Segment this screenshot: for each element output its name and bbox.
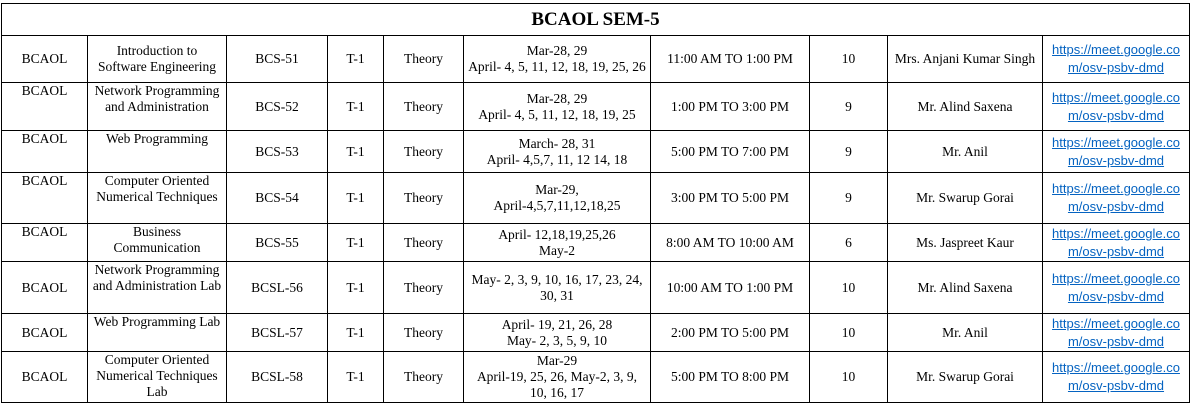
time-cell: 2:00 PM TO 5:00 PM [651, 314, 810, 352]
teacher-cell [888, 314, 1043, 352]
teacher-name: Swarup Gorai [938, 369, 1014, 384]
meeting-link[interactable]: https://meet.google.com/osv-psbv-dmd [1052, 134, 1180, 168]
type-cell: Theory [384, 83, 464, 131]
meeting-link-cell [1043, 314, 1190, 352]
program-cell: BCAOL [2, 36, 88, 83]
dates-cell [464, 352, 651, 403]
program-cell: BCAOL [2, 224, 88, 262]
date-line: April- 12,18,19,25,26 [498, 226, 616, 242]
schedule-sheet [1, 3, 1190, 403]
time-cell: 11:00 AM TO 1:00 PM [651, 36, 810, 83]
sessions-cell: 10 [810, 314, 888, 352]
term-cell: T-1 [328, 262, 384, 314]
teacher-cell [888, 36, 1043, 83]
teacher-prefix: Mrs. [894, 51, 920, 66]
teacher-name: Alind Saxena [939, 98, 1013, 114]
teacher-cell [888, 131, 1043, 173]
teacher-prefix: Ms. [916, 234, 937, 250]
teacher-prefix: Mr. [916, 369, 936, 384]
table-row [2, 262, 1190, 314]
date-line: April- 4,5,7, 11, 12 14, 18 [486, 151, 628, 167]
term-cell: T-1 [328, 173, 384, 224]
teacher-name: Alind Saxena [939, 279, 1013, 295]
sessions-cell: 9 [810, 131, 888, 173]
meeting-link[interactable]: https://meet.google.com/osv-psbv-dmd [1052, 42, 1180, 75]
teacher-prefix: Mr. [917, 98, 937, 114]
teacher-prefix: Mr. [917, 279, 937, 295]
course-code-cell: BCS-52 [227, 83, 328, 131]
date-line: May-2 [539, 242, 575, 258]
date-line: Mar-29 [536, 353, 578, 368]
date-line: Mar-28, 29 [526, 43, 588, 58]
course-cell: Web Programming Lab [88, 314, 227, 352]
dates-cell [464, 83, 651, 131]
course-cell: Business Communication [88, 224, 227, 262]
date-line: April-4,5,7,11,12,18,25 [493, 198, 621, 213]
date-line: April- 19, 21, 26, 28 [501, 316, 613, 332]
teacher-name: Anil [963, 324, 988, 340]
meeting-link-cell [1043, 262, 1190, 314]
course-code-cell: BCSL-56 [227, 262, 328, 314]
program-cell: BCAOL [2, 314, 88, 352]
term-cell: T-1 [328, 224, 384, 262]
sessions-cell: 9 [810, 173, 888, 224]
program-cell: BCAOL [2, 173, 88, 224]
dates-cell [464, 173, 651, 224]
course-cell: Network Programming and Administration Lab [88, 262, 227, 314]
time-cell: 5:00 PM TO 7:00 PM [651, 131, 810, 173]
teacher-name: Anil [963, 143, 988, 159]
time-cell: 8:00 AM TO 10:00 AM [651, 224, 810, 262]
table-row [2, 173, 1190, 224]
course-code-cell: BCS-54 [227, 173, 328, 224]
teacher-prefix: Mr. [942, 143, 962, 159]
type-cell: Theory [384, 314, 464, 352]
dates-cell [464, 224, 651, 262]
table-row [2, 131, 1190, 173]
dates-cell [464, 262, 651, 314]
time-cell: 5:00 PM TO 8:00 PM [651, 352, 810, 403]
table-row [2, 352, 1190, 403]
teacher-cell [888, 173, 1043, 224]
table-row [2, 314, 1190, 352]
sessions-cell: 9 [810, 83, 888, 131]
sessions-cell: 10 [810, 36, 888, 83]
date-line: Mar-29, [535, 182, 579, 197]
teacher-prefix: Mr. [916, 190, 936, 205]
dates-cell [464, 36, 651, 83]
term-cell: T-1 [328, 131, 384, 173]
sessions-cell: 10 [810, 262, 888, 314]
meeting-link[interactable]: https://meet.google.com/osv-psbv-dmd [1052, 360, 1180, 393]
date-line: May- 2, 3, 5, 9, 10 [506, 332, 608, 348]
table-row [2, 36, 1190, 83]
course-cell: Network Programming and Administration [88, 83, 227, 131]
course-cell: Web Programming [88, 131, 227, 173]
course-code-cell: BCSL-58 [227, 352, 328, 403]
course-code-cell: BCSL-57 [227, 314, 328, 352]
meeting-link[interactable]: https://meet.google.com/osv-psbv-dmd [1052, 89, 1180, 123]
meeting-link-cell [1043, 131, 1190, 173]
sheet-title: BCAOL SEM-5 [2, 4, 1190, 36]
teacher-cell [888, 83, 1043, 131]
course-code-cell: BCS-51 [227, 36, 328, 83]
meeting-link[interactable]: https://meet.google.com/osv-psbv-dmd [1052, 270, 1180, 304]
term-cell: T-1 [328, 36, 384, 83]
program-cell: BCAOL [2, 262, 88, 314]
teacher-cell [888, 262, 1043, 314]
schedule-table [1, 3, 1190, 403]
time-cell: 1:00 PM TO 3:00 PM [651, 83, 810, 131]
date-line: Mar-28, 29 [526, 90, 588, 106]
date-line: April- 4, 5, 11, 12, 18, 19, 25, 26 [468, 59, 646, 74]
term-cell: T-1 [328, 352, 384, 403]
sessions-cell: 10 [810, 352, 888, 403]
course-cell: Computer Oriented Numerical Techniques [88, 173, 227, 224]
table-row [2, 224, 1190, 262]
date-line: April-19, 25, 26, May-2, 3, 9, 10, 16, 17 [476, 369, 638, 400]
type-cell: Theory [384, 36, 464, 83]
meeting-link-cell [1043, 36, 1190, 83]
term-cell: T-1 [328, 83, 384, 131]
teacher-name: Anjani Kumar Singh [922, 51, 1036, 66]
table-row [2, 83, 1190, 131]
meeting-link[interactable]: https://meet.google.com/osv-psbv-dmd [1052, 225, 1180, 259]
course-code-cell: BCS-55 [227, 224, 328, 262]
meeting-link-cell [1043, 83, 1190, 131]
type-cell: Theory [384, 262, 464, 314]
meeting-link-cell [1043, 224, 1190, 262]
meeting-link-cell [1043, 173, 1190, 224]
course-cell: Computer Oriented Numerical Techniques Lab [88, 352, 227, 403]
teacher-cell [888, 224, 1043, 262]
course-code-cell: BCS-53 [227, 131, 328, 173]
meeting-link[interactable]: https://meet.google.com/osv-psbv-dmd [1052, 181, 1180, 214]
time-cell: 3:00 PM TO 5:00 PM [651, 173, 810, 224]
type-cell: Theory [384, 352, 464, 403]
dates-cell [464, 314, 651, 352]
time-cell: 10:00 AM TO 1:00 PM [651, 262, 810, 314]
term-cell: T-1 [328, 314, 384, 352]
type-cell: Theory [384, 131, 464, 173]
date-line: May- 2, 3, 9, 10, 16, 17, 23, 24, 30, 31 [471, 271, 643, 303]
program-cell: BCAOL [2, 131, 88, 173]
teacher-cell [888, 352, 1043, 403]
program-cell: BCAOL [2, 352, 88, 403]
program-cell: BCAOL [2, 83, 88, 131]
date-line: March- 28, 31 [518, 135, 596, 151]
sessions-cell: 6 [810, 224, 888, 262]
schedule-rows [2, 36, 1190, 403]
teacher-name: Swarup Gorai [938, 190, 1014, 205]
meeting-link-cell [1043, 352, 1190, 403]
teacher-prefix: Mr. [942, 324, 962, 340]
type-cell: Theory [384, 173, 464, 224]
date-line: April- 4, 5, 11, 12, 18, 19, 25 [478, 106, 636, 122]
meeting-link[interactable]: https://meet.google.com/osv-psbv-dmd [1052, 315, 1180, 349]
course-cell: Introduction to Software Engineering [88, 36, 227, 83]
dates-cell [464, 131, 651, 173]
type-cell: Theory [384, 224, 464, 262]
teacher-name: Jaspreet Kaur [940, 234, 1014, 250]
